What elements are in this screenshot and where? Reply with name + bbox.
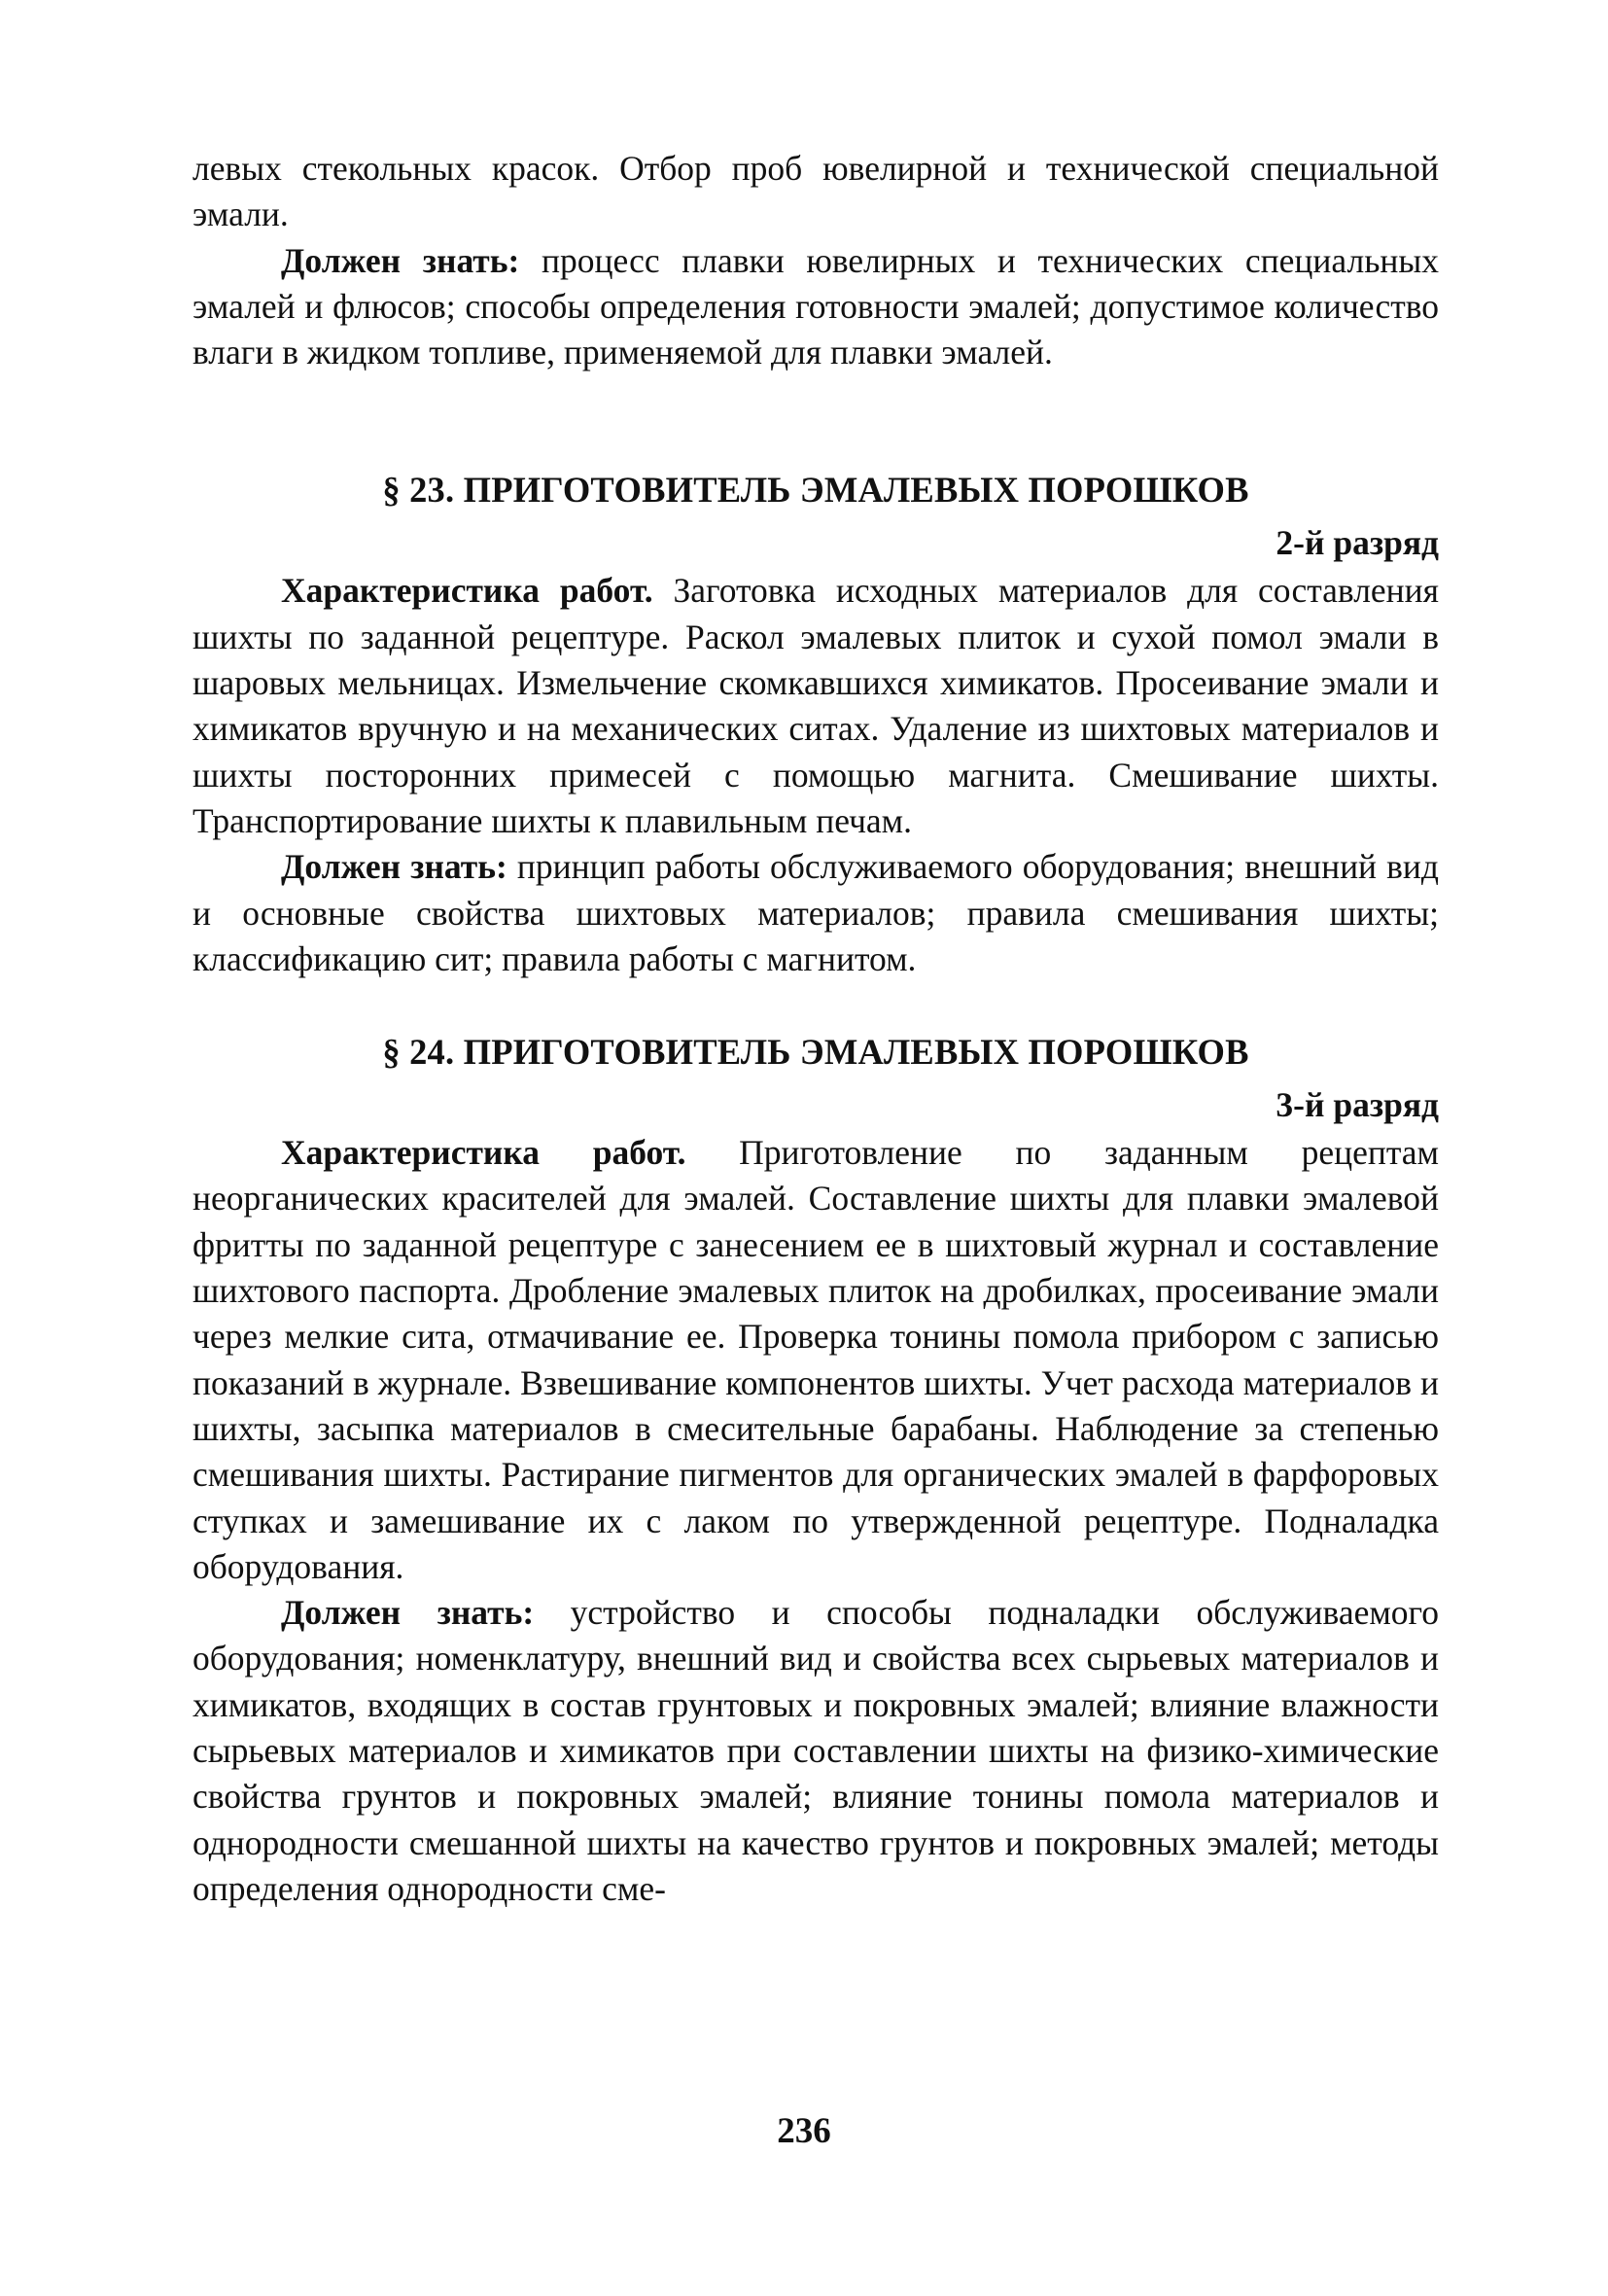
section-23-know-lead: Должен знать: <box>281 847 507 887</box>
continuation-paragraph <box>192 146 1439 238</box>
must-know-paragraph <box>192 238 1439 376</box>
continuation-text: левых стекольных красок. Отбор проб ювелирной и технической специальной эмали. <box>192 149 1439 234</box>
section-23-know-text: принцип работы обслуживаемого оборудования; внешний вид и основные свойства шихтовых материалов; правила смешивания шихты; классификацию сит; правила работы с магнитом. <box>192 847 1439 978</box>
section-24-work-text: Приготовление по заданным рецептам неорганических красителей для эмалей. Составление шихты для плавки эмалевой фритты по заданной рецептуре с занесением ее в шихтовый журнал и составление шихтового паспорта. Дробление эмалевых плиток на дробилках, просеивание эмали через мелкие сита, отмачивание ее. Проверка тонины помола прибором с записью показаний в журнале. Взвешивание компонентов шихты. Учет расхода материалов и шихты, засыпка материалов в смесительные барабаны. Наблюдение за степенью смешивания шихты. Растирание пигментов для органических эмалей в фарфоровых ступках и замешивание их с лаком по утвержденной рецептуре. Подналадка оборудования. <box>192 1133 1439 1586</box>
section-24-know-paragraph <box>192 1590 1439 1912</box>
section-23-grade: 2-й разряд <box>1276 523 1439 563</box>
page-body <box>192 146 1439 1912</box>
section-24-heading: § 24. ПРИГОТОВИТЕЛЬ ЭМАЛЕВЫХ ПОРОШКОВ <box>382 1032 1249 1073</box>
section-24-work-lead: Характеристика работ. <box>281 1133 686 1173</box>
section-24-know-lead: Должен знать: <box>281 1593 535 1633</box>
page-number: 236 <box>777 2111 831 2151</box>
section-23-work-paragraph <box>192 568 1439 844</box>
must-know-text: процесс плавки ювелирных и технических специальных эмалей и флюсов; способы определения готовности эмалей; допустимое количество влаги в жидком топливе, применяемой для плавки эмалей. <box>192 240 1439 372</box>
section-23-heading: § 23. ПРИГОТОВИТЕЛЬ ЭМАЛЕВЫХ ПОРОШКОВ <box>382 470 1249 511</box>
must-know-lead: Должен знать: <box>281 240 520 280</box>
section-24-grade: 3-й разряд <box>1276 1085 1439 1125</box>
section-24-work-paragraph <box>192 1130 1439 1590</box>
section-23-know-paragraph <box>192 844 1439 982</box>
section-23-work-lead: Характеристика работ. <box>281 571 653 611</box>
section-23-work-text: Заготовка исходных материалов для составления шихты по заданной рецептуре. Раскол эмалевых плиток и сухой помол эмали в шаровых мельницах. Измельчение скомкавшихся химикатов. Просеивание эмали и химикатов вручную и на механических ситах. Удаление из шихтовых материалов и шихты посторонних примесей с помощью магнита. Смешивание шихты. Транспортирование шихты к плавильным печам. <box>192 571 1439 840</box>
section-24-know-text: устройство и способы подналадки обслуживаемого оборудования; номенклатуру, внешний вид и свойства всех сырьевых материалов и химикатов, входящих в состав грунтовых и покровных эмалей; влияние влажности сырьевых материалов и химикатов при составлении шихты на физико-химические свойства грунтов и покровных эмалей; влияние тонины помола материалов и однородности смешанной шихты на качество грунтов и покровных эмалей; методы определения однородности сме- <box>192 1593 1439 1908</box>
